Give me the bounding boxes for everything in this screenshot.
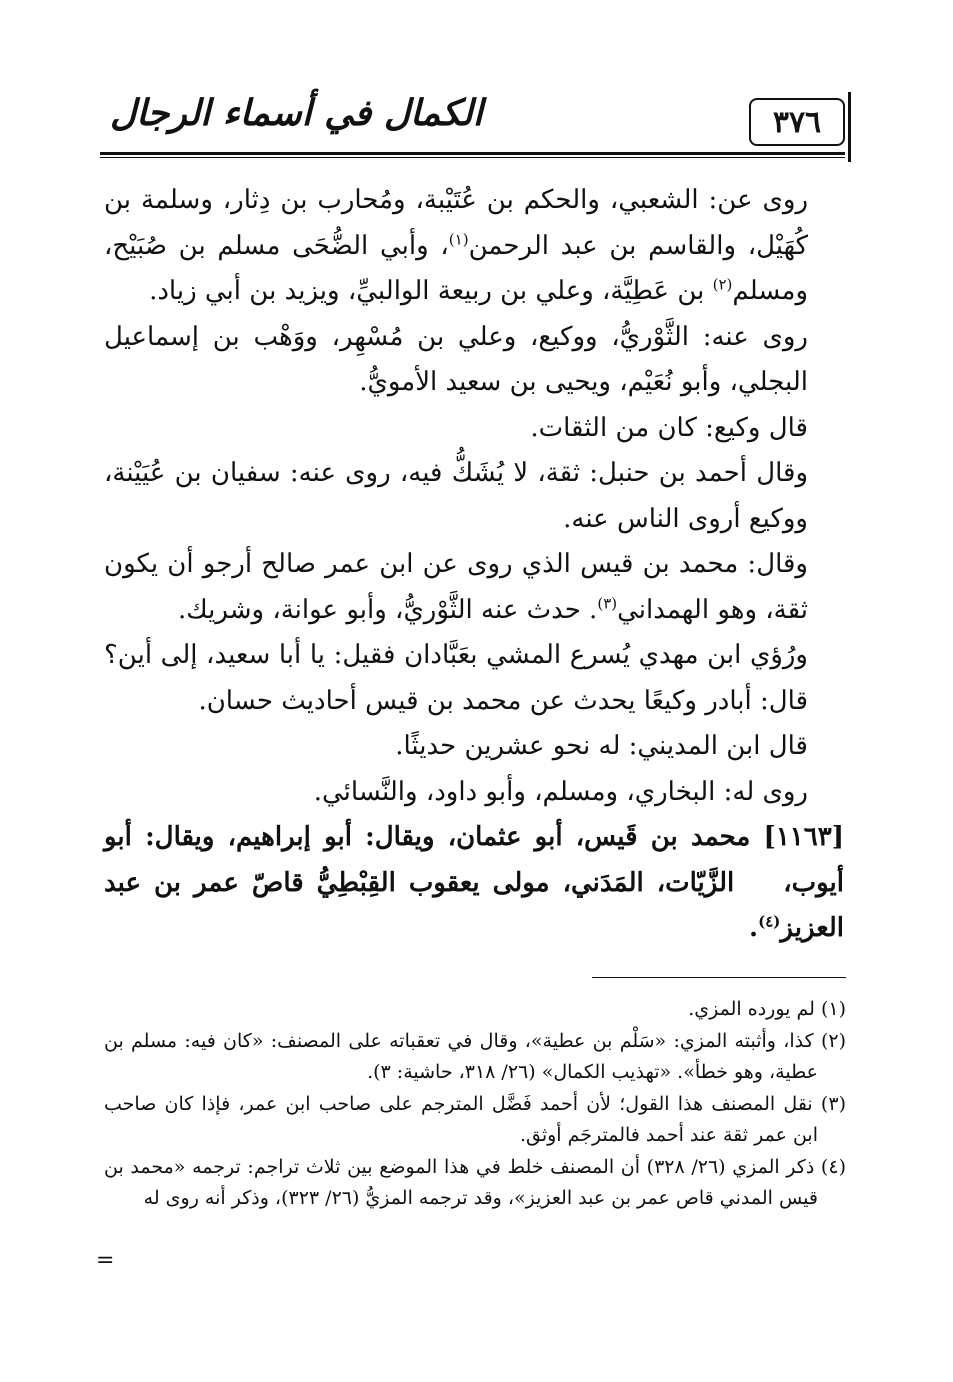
page-number: ٣٧٦ — [749, 98, 845, 146]
paragraph-ahmad: وقال أحمد بن حنبل: ثقة، لا يُشَكُّ فيه، روى عنه: سفيان بن عُيَيْنة، ووكيع أروى الناس عنه. — [104, 458, 808, 534]
header-rule-thin — [100, 157, 845, 158]
paragraph-narrated-by: روى عنه: الثَّوْريُّ، ووكيع، وعلي بن مُسْهِر، ووَهْب بن إسماعيل البجلي، وأبو نُعَيْم، ويحيى بن سعيد الأمويُّ. — [104, 321, 808, 397]
continuation-mark: = — [96, 1248, 115, 1273]
footnote-4: (٤) ذكر المزي (٢٦/ ٣٢٨) أن المصنف خلط في هذا الموضع بين ثلاث تراجم: ترجمه «محمد بن قيس المدني قاص عمر بن عبد العزيز»، وقد ترجمه المزيُّ (٢٦/ ٣٢٣)، وذكر أنه روى له — [104, 1155, 846, 1209]
paragraph-waki: قال وكيع: كان من الثقات. — [530, 412, 808, 443]
footnote-ref-2[interactable]: (٢) — [712, 275, 733, 294]
paragraph-ibn-umar: وقال: محمد بن قيس الذي روى عن ابن عمر صالح أرجو أن يكون ثقة، وهو الهمداني$^{(٣)}$. حدث عنه الثَّوْريُّ، وأبو عوانة، وشريك. — [104, 549, 808, 625]
footnote-separator — [592, 977, 846, 978]
footnote-3: (٣) نقل المصنف هذا القول؛ لأن أحمد فَضَّل المترجم على صاحب ابن عمر، فإذا كان صاحب ابن عمر ثقة عند أحمد فالمترجَم أوثق. — [104, 1092, 846, 1146]
footnote-ref-3[interactable]: (٣) — [597, 593, 618, 612]
header-rule — [100, 152, 845, 155]
footnote-ref-4[interactable]: (٤) — [758, 912, 781, 931]
book-title: الكمال في أسماء الرجال — [110, 92, 483, 134]
main-text — [104, 178, 844, 952]
entry-heading: [١١٦٣] محمد بن قَيس، أبو عثمان، ويقال: أبو إبراهيم، ويقال: أبو أيوب، الزَّيّات، المَدَني، مولى يعقوب القِبْطِيُّ قاصّ عمر بن عبد العزيز$^{(٤)}$. — [104, 822, 844, 943]
footnotes — [104, 994, 846, 1215]
paragraph-ibn-madini: قال ابن المديني: له نحو عشرين حديثًا. — [395, 731, 808, 761]
page-header — [100, 88, 845, 158]
paragraph-narrated-to: روى له: البخاري، ومسلم، وأبو داود، والنَّسائي. — [313, 776, 808, 807]
paragraph-ibn-mahdi: ورُؤي ابن مهدي يُسرع المشي بعَبَّادان فقيل: يا أبا سعيد، إلى أين؟ قال: أبادر وكيعًا يحدث عن محمد بن قيس أحاديث حسان. — [104, 640, 808, 716]
footnote-2: (٢) كذا، وأثبته المزي: «سَلْم بن عطية»، وقال في تعقباته على المصنف: «كان فيه: مسلم بن عطية، وهو خطأ». «تهذيب الكمال» (٢٦/ ٣١٨، حاشية: ٣). — [104, 1029, 846, 1083]
footnote-1: (١) لم يورده المزي. — [688, 998, 846, 1020]
footnote-ref-1[interactable]: (١) — [448, 229, 469, 248]
paragraph-narrated-from: روى عن: الشعبي، والحكم بن عُتَيْبة، ومُحارب بن دِثار، وسلمة بن كُهَيْل، والقاسم بن عبد الرحمن$^{(١)}$، وأبي الضُّحَى مسلم بن صُبَيْح، ومسلم$^{(٢)}$ بن عَطِيَّة، وعلي بن ربيعة الوالبيِّ، ويزيد بن أبي زياد. — [104, 185, 808, 306]
